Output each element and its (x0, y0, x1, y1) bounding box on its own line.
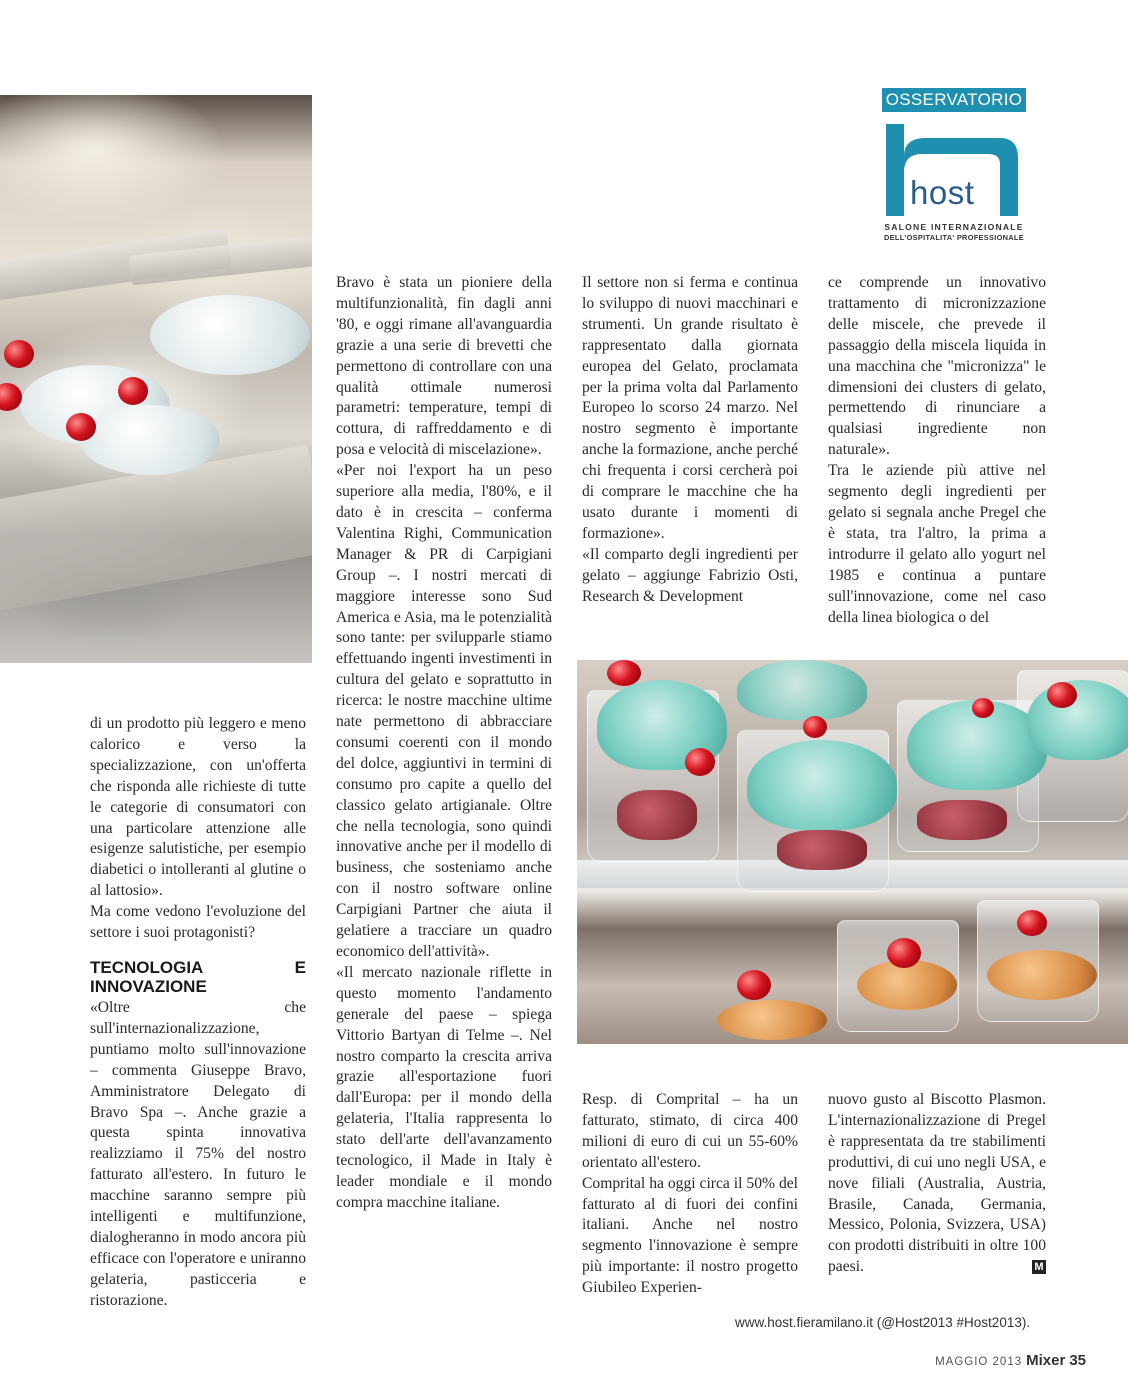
paragraph: Tra le aziende più attive nel segmento degli ingredienti per gelato si segnala anche Pregel che è stata, tra l'altro, la prima a introdurre il gelato allo yogurt nel 1985 e continua a puntare sull'innovazione, come nel caso della linea biologica o del (828, 462, 1046, 626)
article-column-3-continued (582, 1090, 798, 1299)
host-wordmark: host (910, 174, 975, 211)
magazine-name: Mixer (1026, 1352, 1066, 1369)
paragraph: «Il comparto degli ingredienti per gelato – aggiunge Fabrizio Osti, Research & Development (582, 545, 798, 605)
paragraph: «Per noi l'export ha un peso superiore alla media, l'80%, e il dato è in crescita – conferma Valentina Righi, Communication Manager & PR di Carpigiani Group –. I nostri mercati di maggiore interesse sono Sud America e Asia, ma le potenzialità sono tante: per svilupparle stiamo effettuando ingenti investimenti in cultura del gelato e soprattutto in ricerca: le nostre macchine ultime nate permettono di abbracciare consumi coerenti con il mondo del dolce, aggiuntivi in termini di consumo pro capite a quello del classico gelato artigianale. Oltre che nella tecnologia, sono quindi innovative anche per il modello di business, che sosteniamo anche con il nostro software online Carpigiani Partner che aiuta il gelatiere a tracciare un quadro economico dell'attività». (336, 462, 552, 960)
paragraph: di un prodotto più leggero e meno calorico e verso la specializzazione, con un'offerta che risponda alle richieste di tutte le categorie di consumatori con una particolare attenzione alle esigenze salutistiche, per esempio diabetici o intolleranti al glutine o al lattosio». (90, 715, 306, 900)
section-heading: TECNOLOGIA E INNOVAZIONE (90, 957, 306, 996)
paragraph: «Il mercato nazionale riflette in questo momento l'andamento generale del paese – spiega Vittorio Bartyan di Telme –. Nel nostro comparto la crescita arriva grazie all'esportazione fuori dall'Europa: per il mondo della gelateria, l'Italia rappresenta lo stato dell'arte dell'avanzamento tecnologico, il Made in Italy è leader mondiale e il mondo compra macchine italiane. (336, 963, 552, 1211)
paragraph: ce comprende un innovativo trattamento di micronizzazione delle miscele, che prevede il passaggio della miscela liquida in una macchina che "micronizza" le dimensioni dei clusters di gelato, permettendo di rinunciare a qualsiasi ingrediente non naturale». (828, 274, 1046, 459)
paragraph: «Oltre che sull'internazionalizzazione, puntiamo molto sull'innovazione – commenta Giuseppe Bravo, Amministratore Delegato di Bravo Spa –. Anche grazie a questa spinta innovativa realizziamo il 75% del nostro fatturato all'estero. In futuro le macchine saranno sempre più intelligenti e multifunzione, dialogheranno in modo ancora più efficace con l'operatore e uniranno gelateria, pasticceria e ristorazione. (90, 998, 306, 1309)
article-column-2 (336, 273, 552, 1214)
issue-date: MAGGIO 2013 (935, 1356, 1023, 1368)
article-column-4-continued (828, 1090, 1046, 1278)
paragraph: Ma come vedono l'evoluzione del settore i suoi protagonisti? (90, 903, 306, 942)
article-column-3 (582, 273, 798, 608)
paragraph-text: nuovo gusto al Biscotto Plasmon. L'internazionalizzazione di Pregel è rappresentata da tre stabilimenti produttivi, di cui uno negli USA, e nove filiali (Australia, Austria, Brasile, Canada, Germania, Messico, Polonia, Svizzera, USA) con prodotti distribuiti in oltre 100 paesi. (828, 1091, 1046, 1276)
end-of-article-mark: M (1032, 1260, 1046, 1274)
page-number: 35 (1069, 1352, 1086, 1369)
host-observatory-logo (882, 88, 1028, 248)
paragraph: Comprital ha oggi circa il 50% del fatturato al di fuori dei confini italiani. Anche nel nostro segmento l'innovazione è sempre più importante: il nostro progetto Giubileo Experien- (582, 1174, 798, 1297)
website-url: www.host.fieramilano.it (@Host2013 #Host2013). (735, 1315, 1031, 1330)
gelato-tray-photo (0, 95, 312, 663)
paragraph (828, 1090, 1046, 1278)
page-footer (935, 1352, 1086, 1370)
article-column-1 (90, 714, 306, 1312)
article-column-4 (828, 273, 1046, 628)
logo-subtitle-1: SALONE INTERNAZIONALE (884, 222, 1024, 232)
logo-subtitle-2: DELL'OSPITALITA' PROFESSIONALE (884, 233, 1024, 242)
paragraph: Resp. di Comprital – ha un fatturato, stimato, di circa 400 milioni di euro di cui un 55-60% orientato all'estero. (582, 1091, 798, 1171)
paragraph: Bravo è stata un pioniere della multifunzionalità, fin dagli anni '80, e oggi rimane all'avanguardia grazie a una serie di brevetti che permettono di controllare con una qualità ottimale numerosi parametri: temperature, tempi di cottura, di raffreddamento e di posa e velocità di miscelazione». (336, 274, 552, 459)
observatory-banner: OSSERVATORIO (882, 88, 1026, 112)
dessert-cups-photo (577, 660, 1128, 1044)
paragraph: Il settore non si ferma e continua lo sviluppo di nuovi macchinari e strumenti. Un grande risultato è rappresentato dalla giornata europea del Gelato, proclamata per la prima volta dal Parlamento Europeo lo scorso 24 marzo. Nel nostro segmento è importante anche la formazione, anche perché chi frequenta i corsi cercherà poi di comprare le macchine che ha usato durante i momenti di formazione». (582, 274, 799, 542)
